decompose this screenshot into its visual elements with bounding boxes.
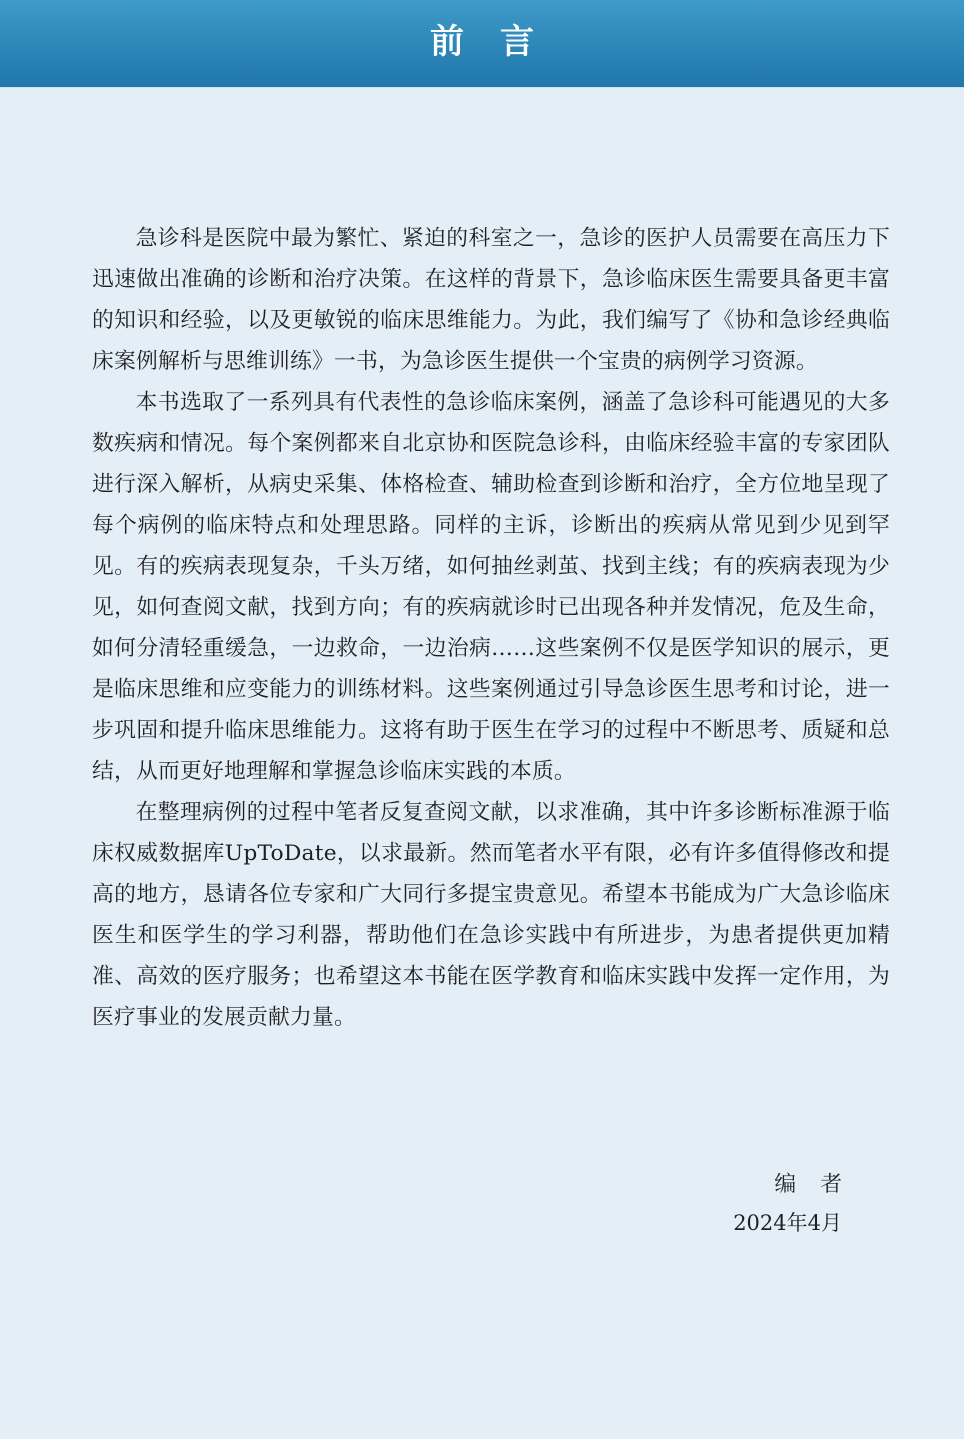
page-title: 前言 <box>430 22 570 62</box>
paragraph-2: 本书选取了一系列具有代表性的急诊临床案例，涵盖了急诊科可能遇见的大多数疾病和情况。每个案例都来自北京协和医院急诊科，由临床经验丰富的专家团队进行深入解析，从病史采集、体格检查、辅助检查到诊断和治疗，全方位地呈现了每个病例的临床特点和处理思路。同样的主诉，诊断出的疾病从常见到少见到罕见。有的疾病表现复杂，千头万绪，如何抽丝剥茧、找到主线；有的疾病表现为少见，如何查阅文献，找到方向；有的疾病就诊时已出现各种并发情况，危及生命，如何分清轻重缓急，一边救命，一边治病……这些案例不仅是医学知识的展示，更是临床思维和应变能力的训练材料。这些案例通过引导急诊医生思考和讨论，进一步巩固和提升临床思维能力。这将有助于医生在学习的过程中不断思考、质疑和总结，从而更好地理解和掌握急诊临床实践的本质。 <box>92 390 890 784</box>
paragraph-3: 在整理病例的过程中笔者反复查阅文献，以求准确，其中许多诊断标准源于临床权威数据库UpToDate，以求最新。然而笔者水平有限，必有许多值得修改和提高的地方，恳请各位专家和广大同行多提宝贵意见。希望本书能成为广大急诊临床医生和医学生的学习利器，帮助他们在急诊实践中有所进步，为患者提供更加精准、高效的医疗服务；也希望这本书能在医学教育和临床实践中发挥一定作用，为医疗事业的发展贡献力量。 <box>92 800 890 1030</box>
paragraph-1: 急诊科是医院中最为繁忙、紧迫的科室之一，急诊的医护人员需要在高压力下迅速做出准确的诊断和治疗决策。在这样的背景下，急诊临床医生需要具备更丰富的知识和经验，以及更敏锐的临床思维能力。为此，我们编写了《协和急诊经典临床案例解析与思维训练》一书，为急诊医生提供一个宝贵的病例学习资源。 <box>92 226 890 374</box>
preface-body <box>92 218 890 1038</box>
signature-editor: 编者 <box>774 1172 866 1197</box>
signature-date: 2024年4月 <box>733 1211 842 1235</box>
signature <box>733 1166 866 1242</box>
